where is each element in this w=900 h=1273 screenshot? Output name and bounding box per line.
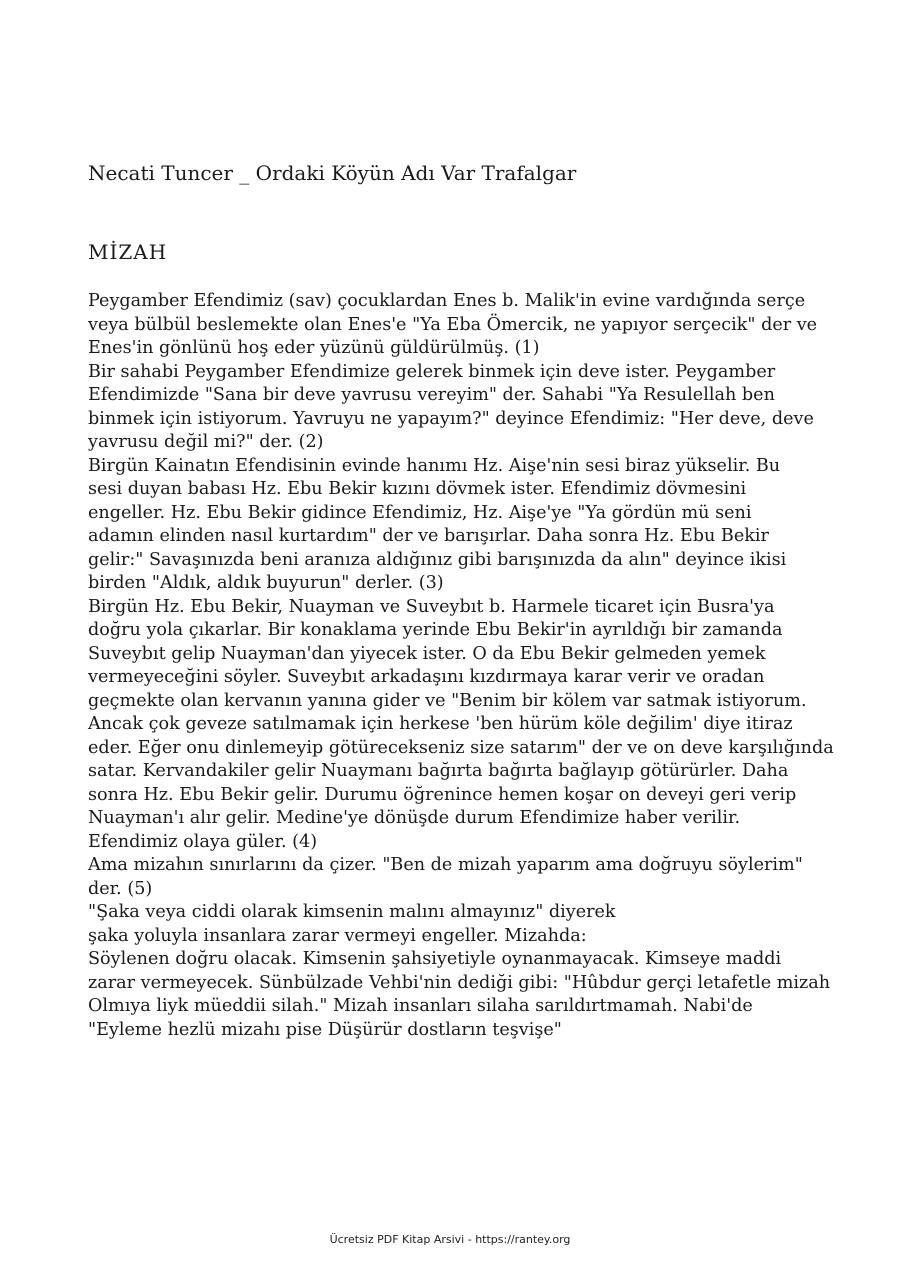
- body-line: satar. Kervandakiler gelir Nuaymanı bağırta bağırta bağlayıp götürürler. Daha: [88, 761, 789, 781]
- body-line: vermeyeceğini söyler. Suveybıt arkadaşını kızdırmaya karar verir ve oradan: [88, 667, 765, 687]
- body-line: eder. Eğer onu dinlemeyip götürecekseniz size satarım" der ve on deve karşılığında: [88, 737, 834, 758]
- body-line: "Şaka veya ciddi olarak kimsenin malını almayınız" diyerek: [88, 902, 616, 922]
- body-line: Ancak çok geveze satılmamak için herkese 'ben hürüm köle değilim' diye itiraz: [88, 714, 793, 734]
- body-line: gelir:" Savaşınızda beni aranıza aldığınız gibi barışınızda da alın" deyince ikisi: [88, 549, 787, 570]
- body-line: engeller. Hz. Ebu Bekir gidince Efendimiz, Hz. Aişe'ye "Ya gördün mü seni: [88, 502, 752, 523]
- body-line: Efendimiz olaya güler. (4): [88, 831, 318, 852]
- body-line: Olmıya liyk müeddii silah." Mizah insanları silaha sarıldırtmamah. Nabi'de: [88, 996, 753, 1016]
- body-line: zarar vermeyecek. Sünbülzade Vehbi'nin dediği gibi: "Hûbdur gerçi letafetle mizah: [88, 972, 831, 993]
- body-line: Suveybıt gelip Nuayman'dan yiyecek ister. O da Ebu Bekir gelmeden yemek: [88, 643, 766, 664]
- body-line: Ama mizahın sınırlarını da çizer. "Ben de mizah yaparım ama doğruyu söylerim": [88, 855, 803, 875]
- body-line: şaka yoluyla insanlara zarar vermeyi engeller. Mizahda:: [88, 925, 587, 946]
- body-line: doğru yola çıkarlar. Bir konaklama yerinde Ebu Bekir'in ayrıldığı bir zamanda: [88, 620, 783, 640]
- body-line: geçmekte olan kervanın yanına gider ve "Benim bir kölem var satmak istiyorum.: [88, 690, 807, 711]
- body-line: binmek için istiyorum. Yavruyu ne yapayım?" deyince Efendimiz: "Her deve, deve: [88, 408, 814, 429]
- body-line: Bir sahabi Peygamber Efendimize gelerek binmek için deve ister. Peygamber: [88, 361, 776, 382]
- body-line: birden "Aldık, aldık buyurun" derler. (3): [88, 573, 444, 593]
- body-line: Söylenen doğru olacak. Kimsenin şahsiyetiyle oynanmayacak. Kimseye maddi: [88, 949, 782, 969]
- body-text: [88, 290, 834, 1042]
- body-line: Efendimizde "Sana bir deve yavrusu vereyim" der. Sahabi "Ya Resulellah ben: [88, 385, 775, 405]
- body-line: der. (5): [88, 878, 153, 899]
- body-line: Birgün Kainatın Efendisinin evinde hanımı Hz. Aişe'nin sesi biraz yükselir. Bu: [88, 455, 781, 476]
- body-line: sesi duyan babası Hz. Ebu Bekir kızını dövmek ister. Efendimiz dövmesini: [88, 479, 747, 499]
- footer-text: Ücretsiz PDF Kitap Arsivi - https://rantey.org: [329, 1233, 571, 1246]
- section-title: MİZAH: [88, 240, 168, 264]
- body-line: veya bülbül beslemekte olan Enes'e "Ya Eba Ömercik, ne yapıyor serçecik" der ve: [88, 314, 818, 335]
- document-header-title: Necati Tuncer _ Ordaki Köyün Adı Var Trafalgar: [88, 161, 577, 185]
- body-line: yavrusu değil mi?" der. (2): [88, 432, 324, 452]
- body-line: Peygamber Efendimiz (sav) çocuklardan Enes b. Malik'in evine vardığında serçe: [88, 291, 806, 311]
- body-line: Nuayman'ı alır gelir. Medine'ye dönüşde durum Efendimize haber verilir.: [88, 808, 741, 828]
- body-line: "Eyleme hezlü mizahı pise Düşürür dostların teşvişe": [88, 1019, 562, 1040]
- body-line: Enes'in gönlünü hoş eder yüzünü güldürülmüş. (1): [88, 338, 540, 358]
- body-line: Birgün Hz. Ebu Bekir, Nuayman ve Suveybıt b. Harmele ticaret için Busra'ya: [88, 596, 775, 617]
- body-line: sonra Hz. Ebu Bekir gelir. Durumu öğrenince hemen koşar on deveyi geri verip: [88, 784, 797, 805]
- body-line: adamın elinden nasıl kurtardım" der ve barışırlar. Daha sonra Hz. Ebu Bekir: [88, 526, 769, 546]
